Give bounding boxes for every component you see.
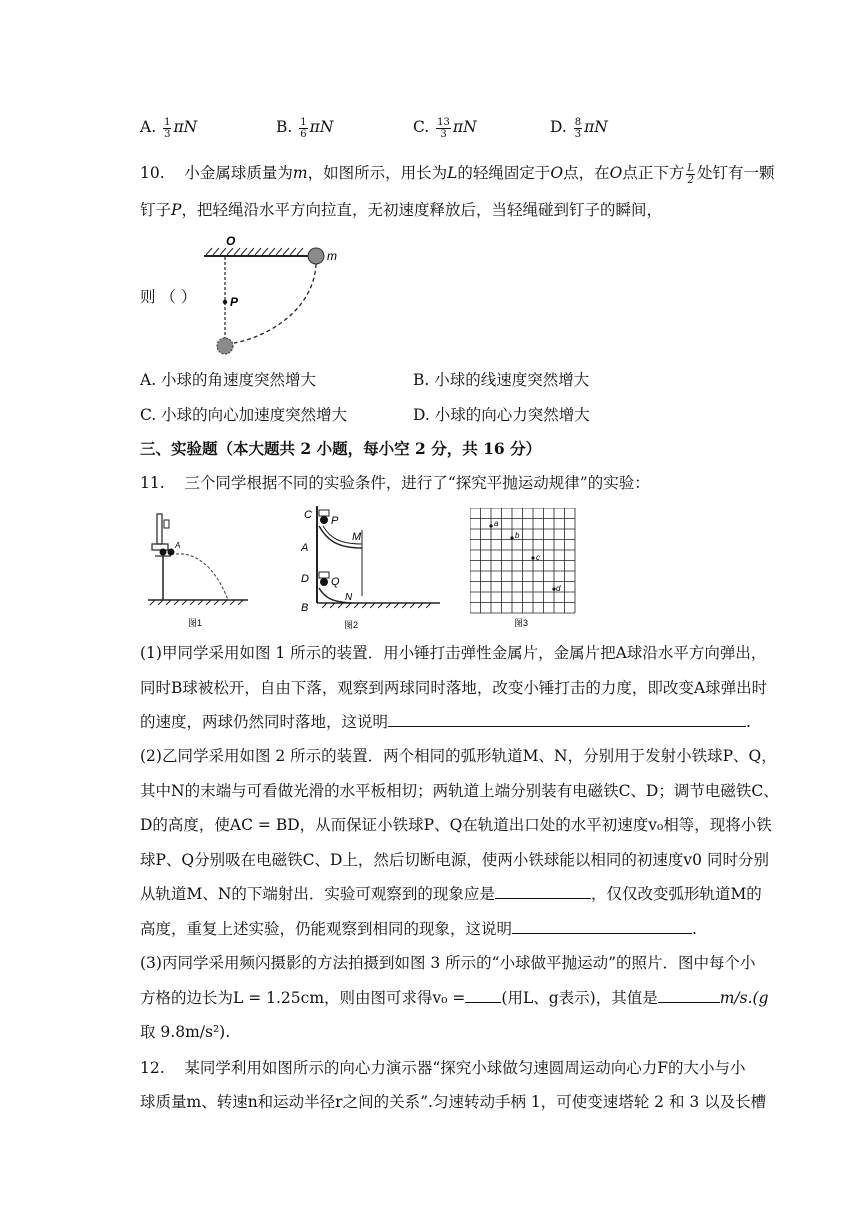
text: m/s.(g [719,989,769,1007]
option-label: A. [140,118,157,136]
text: 点，在 [563,164,610,182]
q9-option-c [413,116,477,140]
option-suffix: πN [173,118,198,136]
q11-p3-line2 [140,987,769,1009]
fig2-caption: 图2 [344,620,359,630]
fig3-caption: 图3 [514,618,529,628]
label-q: Q [331,576,340,588]
q11-p2-line1: (2)乙同学采用如图 2 所示的装置．两个相同的弧形轨道M、N，分别用于发射小铁球P、Q， [140,747,777,765]
label-m: m [327,249,337,263]
label-a: A [175,541,181,550]
answer-blank[interactable] [465,988,501,1003]
answer-blank[interactable] [512,919,692,934]
text: 三个同学根据不同的实验条件，进行了“探究平抛运动规律”的实验： [184,474,650,492]
answer-blank[interactable] [658,988,720,1003]
option-suffix: πN [309,118,334,136]
math-var: O [609,164,623,182]
option-label: C. [413,118,430,136]
question-number: 11. [140,474,165,492]
text: 小题，每小空 [311,439,415,458]
fraction [299,117,307,140]
denominator: 3 [164,128,171,140]
q11-p2-line5 [140,883,762,905]
fraction [686,163,695,186]
denominator: 2 [687,174,694,186]
text: 从轨道M、N的下端射出．实验可观察到的现象应是 [140,885,495,903]
text: 钉子 [140,201,172,219]
text: ，仅仅改变弧形轨道M的 [590,885,762,903]
text: (用L、g表示)，其值是 [501,989,658,1007]
q11-p1-line1: (1)甲同学采用如图 1 所示的装置．用小锤打击弹性金属片，金属片把A球沿水平方向弹出， [140,644,767,662]
option-suffix: πN [584,118,608,136]
q10-line-2 [140,199,662,221]
text: 某同学利用如图所示的向心力演示器“探究小球做匀速圆周运动向心力F的大小与小 [184,1059,746,1077]
pendulum-figure [196,228,356,363]
label-p: P [230,295,239,309]
label-m: M [352,531,362,543]
option-label: D. [550,118,567,136]
answer-blank[interactable] [388,712,746,727]
q10-option-a: A. 小球的角速度突然增大 [140,371,317,389]
label-d: d [556,584,561,593]
fraction [574,117,582,140]
q11-p2-line2: 其中N的末端与可看做光滑的水平板相切；两轨道上端分别装有电磁铁C、D；调节电磁铁C、 [140,782,779,800]
text: 处钉有一颗 [697,164,775,182]
label-a: A [301,542,309,554]
q11-stem [140,472,650,494]
math-var: P [171,201,182,219]
text: 2 [300,439,312,458]
label-b: B [301,602,309,614]
text: 分，共 [425,439,484,458]
q11-p2-line6 [140,918,697,940]
figure-2 [292,500,442,633]
q10-option-c: C. 小球的向心加速度突然增大 [140,406,348,424]
q11-p3-line3: 取 9.8m/s²). [140,1023,231,1041]
question-number: 12. [140,1059,165,1077]
numerator: L [687,162,695,174]
option-label: B. [276,118,293,136]
answer-blank[interactable] [495,884,591,899]
q12-line2: 球质量m、转速n和运动半径r之间的关系”.匀速转动手柄 1，可使变速塔轮 2 和 3 以及长槽 [140,1093,767,1111]
label-c: C [304,509,312,521]
text: . [692,920,697,938]
fraction [163,117,171,140]
text: 的轻绳固定于 [457,164,551,182]
q11-p3-line1: (3)丙同学采用频闪摄影的方法拍摄到如图 3 所示的“小球做平抛运动”的照片．图中每个小 [140,954,756,972]
q11-p1-line3 [140,711,751,733]
q9-option-d [550,116,608,140]
figure-1 [140,508,250,633]
numerator: 13 [437,116,450,128]
q10-option-d: D. 小球的向心力突然增大 [413,406,590,424]
label-b: b [515,531,520,540]
text: 小金属球质量为 [184,164,293,182]
denominator: 3 [574,128,582,140]
q11-p2-line4: 球P、Q分别吸在电磁铁C、D上，然后切断电源，使两小铁球能以相同的初速度v0 同时分别 [140,851,769,869]
question-number: 10. [140,164,165,182]
q10-line-1 [140,162,775,186]
numerator: 8 [574,116,582,128]
math-var: O [550,164,564,182]
text: 三、实验题（本大题共 [140,439,301,458]
math-var: L [447,164,458,182]
label-a: a [494,519,499,528]
text: 分） [504,439,542,458]
numerator: 1 [164,116,171,128]
label-c: c [536,553,540,562]
text: 方格的边长为L = 1.25cm，则由图可求得v₀ = [140,989,466,1007]
q10-ze: 则 （ ） [140,288,197,306]
option-suffix: πN [452,118,477,136]
q11-p1-line2: 同时B球被松开，自由下落，观察到两球同时落地，改变小锤打击的力度，即改变A球弹出时 [140,679,768,697]
label-p: P [331,515,339,527]
q11-p2-line3: D的高度，使AC = BD，从而保证小铁球P、Q在轨道出口处的水平初速度v₀相等，现将小铁 [140,816,772,834]
denominator: 6 [300,128,307,140]
fig1-caption: 图1 [188,618,203,628]
text: 16 [483,439,505,458]
label-o: O [226,234,236,248]
q12-line1 [140,1057,746,1079]
math-var: m [292,164,308,182]
label-n: N [345,592,353,603]
text: 点正下方 [622,164,685,182]
fraction [436,117,451,140]
q9-option-b [276,116,333,140]
text: 的速度，两球仍然同时落地，这说明 [140,713,389,731]
text: 2 [415,439,426,458]
denominator: 3 [440,128,447,140]
text: 高度，重复上述实验，仍能观察到相同的现象，这说明 [140,920,513,938]
q10-option-b: B. 小球的线速度突然增大 [413,371,590,389]
q9-option-a [140,116,197,140]
text: ，如图所示，用长为 [307,164,448,182]
numerator: 1 [300,116,307,128]
text: . [746,713,751,731]
figure-3 [470,508,580,633]
section-3-title [140,438,541,460]
label-d: D [301,573,309,585]
text: ，把轻绳沿水平方向拉直，无初速度释放后，当轻绳碰到钉子的瞬间， [181,201,662,219]
